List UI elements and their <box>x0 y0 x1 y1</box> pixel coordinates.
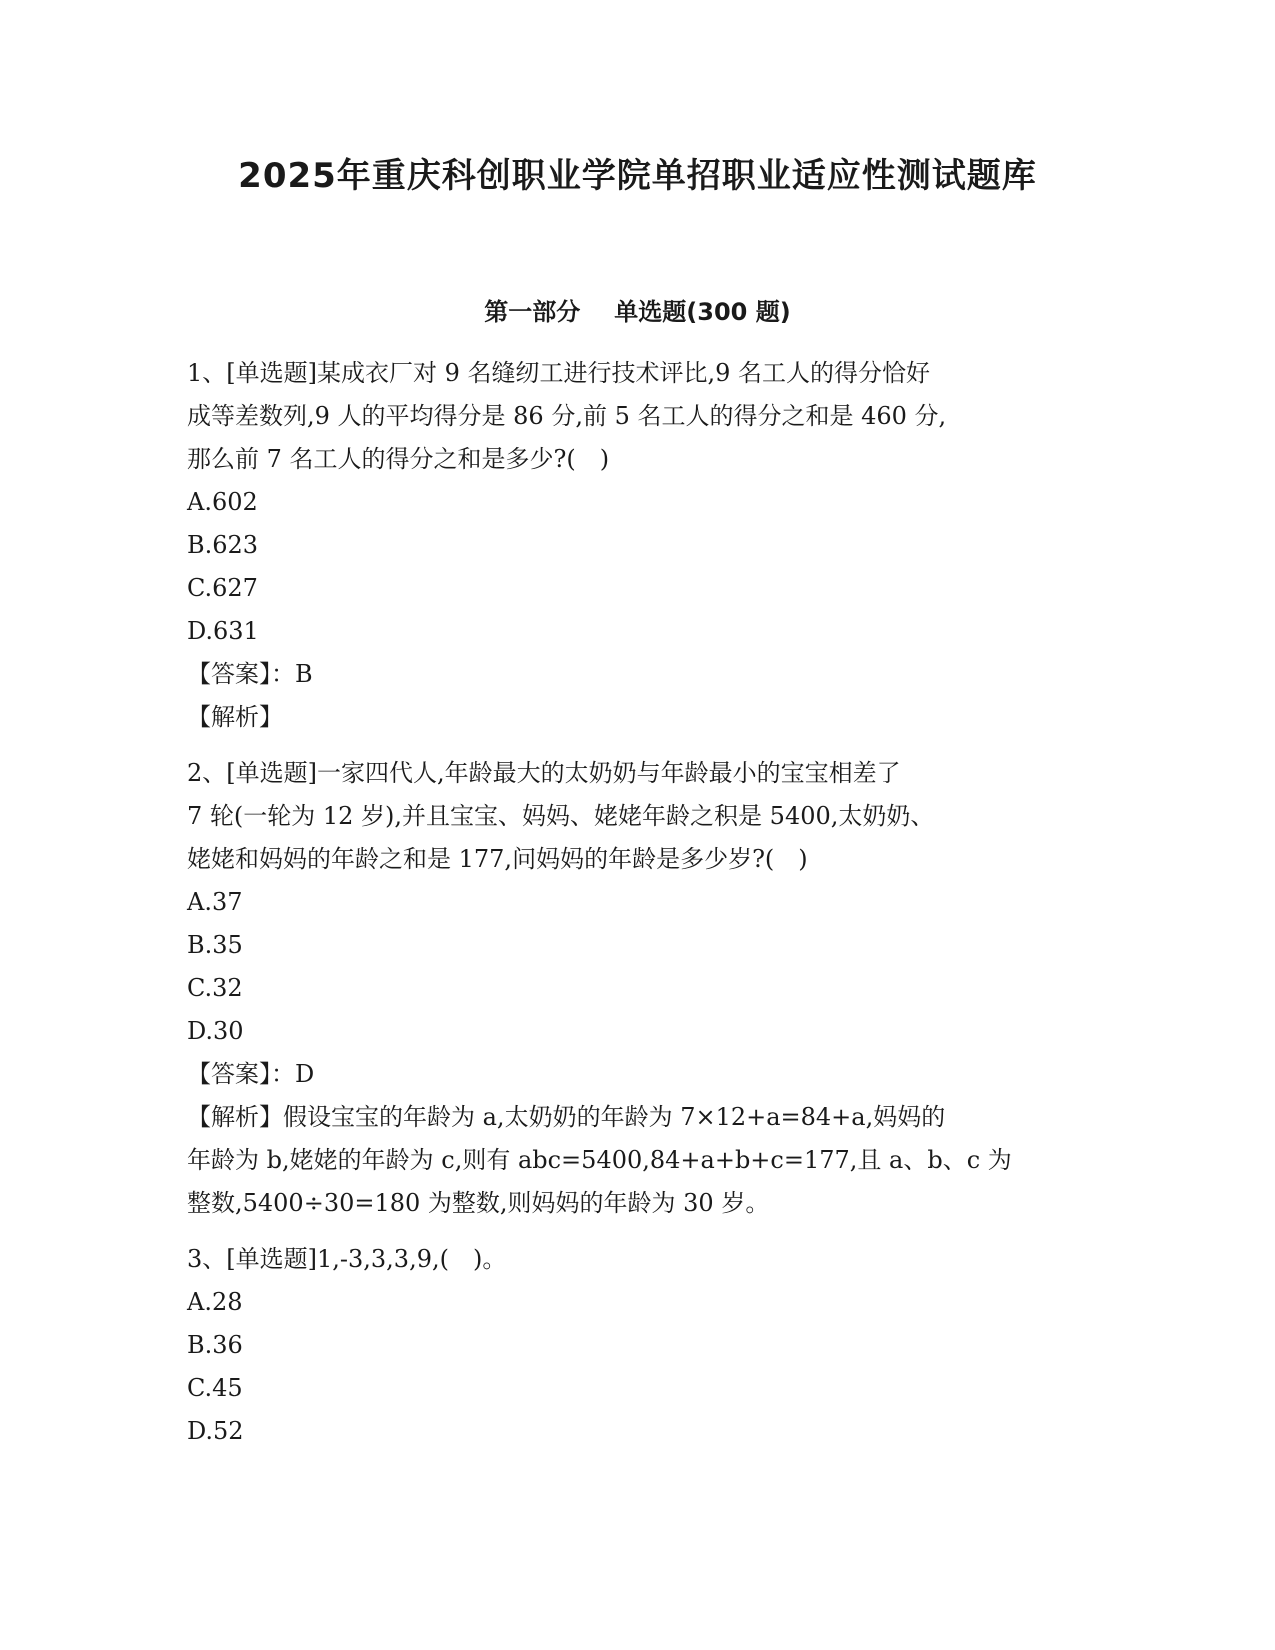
analysis-label: 【解析】 <box>187 703 283 731</box>
option-c: C.627 <box>187 574 258 602</box>
option-d: D.631 <box>187 617 259 645</box>
answer-line <box>187 1053 1087 1096</box>
option-c: C.45 <box>187 1374 243 1402</box>
question-stem-line: 1、[单选题]某成衣厂对 9 名缝纫工进行技术评比,9 名工人的得分恰好 <box>187 359 931 387</box>
question-stem-line: 3、[单选题]1,-3,3,3,9,( )。 <box>187 1245 507 1273</box>
document-title: 2025年重庆科创职业学院单招职业适应性测试题库 <box>238 156 1037 196</box>
question-3 <box>187 1238 1087 1453</box>
option-a: A.37 <box>187 888 243 916</box>
section-name: 单选题(300 题) <box>614 298 791 326</box>
question-stem-line: 2、[单选题]一家四代人,年龄最大的太奶奶与年龄最小的宝宝相差了 <box>187 759 901 787</box>
option-d: D.30 <box>187 1017 244 1045</box>
option-c: C.32 <box>187 974 243 1002</box>
option-a: A.602 <box>187 488 258 516</box>
question-stem-line: 姥姥和妈妈的年龄之和是 177,问妈妈的年龄是多少岁?( ) <box>187 845 808 873</box>
analysis-label: 【解析】 <box>187 1103 283 1131</box>
answer-value: D <box>295 1060 315 1088</box>
analysis-line <box>187 696 1087 739</box>
section-part: 第一部分 <box>484 298 581 326</box>
question-list <box>187 352 1087 1466</box>
question-2 <box>187 752 1087 1225</box>
option-b: B.623 <box>187 531 259 559</box>
option-b: B.36 <box>187 1331 243 1359</box>
option-a: A.28 <box>187 1288 243 1316</box>
option-b: B.35 <box>187 931 243 959</box>
question-stem-line: 那么前 7 名工人的得分之和是多少?( ) <box>187 445 610 473</box>
section-title <box>0 292 1275 327</box>
question-stem-line: 7 轮(一轮为 12 岁),并且宝宝、妈妈、姥姥年龄之积是 5400,太奶奶、 <box>187 802 935 830</box>
question-stem-line: 成等差数列,9 人的平均得分是 86 分,前 5 名工人的得分之和是 460 分, <box>187 402 947 430</box>
question-1 <box>187 352 1087 739</box>
analysis-text-line: 整数,5400÷30=180 为整数,则妈妈的年龄为 30 岁。 <box>187 1189 770 1217</box>
option-d: D.52 <box>187 1417 244 1445</box>
answer-value: B <box>295 660 313 688</box>
analysis-text-line: 年龄为 b,姥姥的年龄为 c,则有 abc=5400,84+a+b+c=177,且 a、b、c 为 <box>187 1146 1012 1174</box>
answer-label: 【答案】： <box>187 660 295 688</box>
analysis-text: 假设宝宝的年龄为 a,太奶奶的年龄为 7×12+a=84+a,妈妈的 <box>283 1103 946 1131</box>
analysis-line <box>187 1096 1087 1139</box>
answer-line <box>187 653 1087 696</box>
answer-label: 【答案】： <box>187 1060 295 1088</box>
